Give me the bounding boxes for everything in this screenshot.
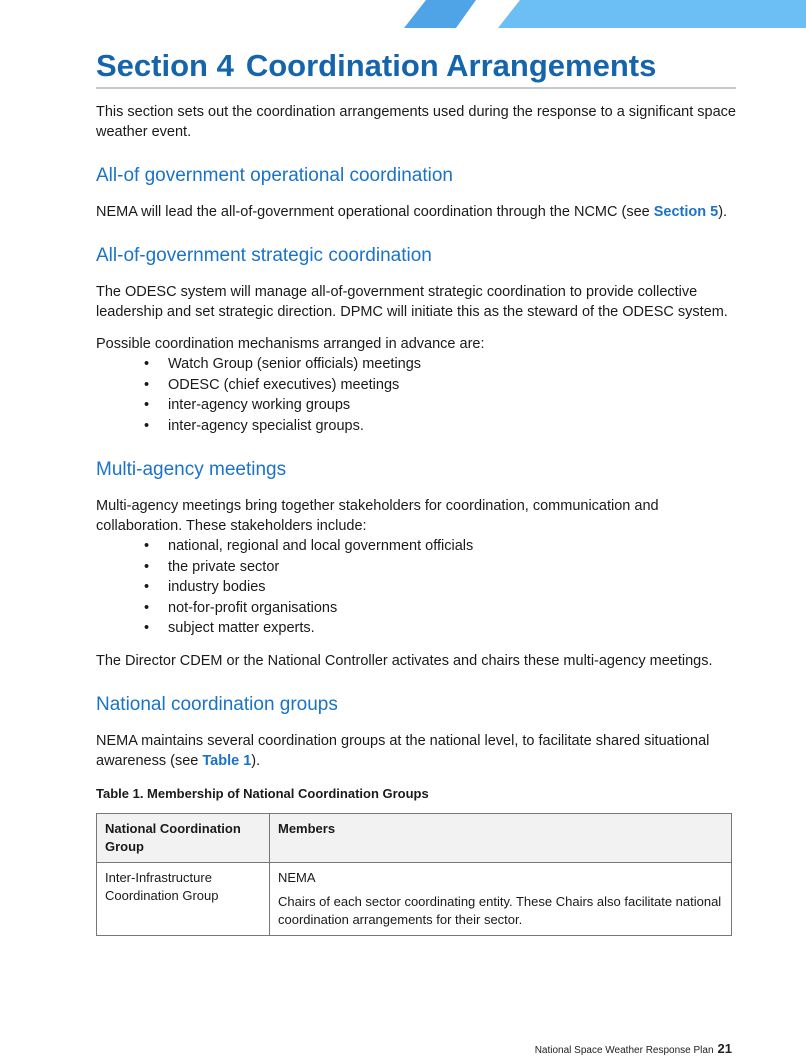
heading-multi-agency-meetings: Multi-agency meetings xyxy=(96,459,287,480)
members-cell xyxy=(270,862,732,935)
operational-text: NEMA will lead the all-of-government operational coordination through the NCMC (see xyxy=(96,204,654,220)
table-1-link[interactable]: Table 1 xyxy=(202,752,252,769)
strategic-paragraph: The ODESC system will manage all-of-government strategic coordination to provide collective leadership and set strategic direction. DPMC will initiate this as the steward of the ODESC system. xyxy=(96,284,728,320)
heading-national-coordination-groups: National coordination groups xyxy=(96,693,338,715)
national-groups-text-end: ). xyxy=(251,752,261,769)
column-header-members: Members xyxy=(270,813,732,862)
list-item: • industry bodies xyxy=(96,577,736,598)
operational-text-end: ). xyxy=(718,204,728,220)
operational-paragraph xyxy=(96,202,736,222)
member-line: Chairs of each sector coordinating entity. These Chairs also facilitate national coordination arrangements for their sector. xyxy=(278,893,722,927)
table-row xyxy=(97,862,732,935)
heading-operational-coordination: All-of government operational coordination xyxy=(96,165,453,186)
stakeholders-list xyxy=(96,536,736,639)
page-title xyxy=(96,48,736,89)
membership-table xyxy=(96,813,732,936)
section-number: Section 4 xyxy=(96,48,234,83)
list-item: • ODESC (chief executives) meetings xyxy=(96,375,736,396)
national-groups-paragraph xyxy=(96,731,736,771)
header-stripe-right xyxy=(498,0,806,28)
national-groups-text: NEMA maintains several coordination groups at the national level, to facilitate shared situational awareness (see xyxy=(96,732,710,769)
mechanisms-intro: Possible coordination mechanisms arranged in advance are: xyxy=(96,336,485,352)
page-number: 21 xyxy=(717,1041,732,1056)
list-item: • subject matter experts. xyxy=(96,618,736,639)
footer-doc-title: National Space Weather Response Plan xyxy=(534,1045,714,1056)
list-item: • inter-agency working groups xyxy=(96,395,736,416)
table-header-row xyxy=(97,813,732,862)
page-content xyxy=(96,48,736,936)
heading-strategic-coordination: All-of-government strategic coordination xyxy=(96,245,432,266)
list-item: • Watch Group (senior officials) meetings xyxy=(96,354,736,375)
section-title: Coordination Arrangements xyxy=(245,48,657,83)
list-item: • national, regional and local government officials xyxy=(96,536,736,557)
column-header-group: National Coordination Group xyxy=(97,813,270,862)
group-cell: Inter-Infrastructure Coordination Group xyxy=(97,862,270,935)
header-decoration xyxy=(0,0,806,28)
header-stripe-left xyxy=(404,0,476,28)
section-5-link[interactable]: Section 5 xyxy=(653,204,719,220)
table-caption: Table 1. Membership of National Coordination Groups xyxy=(96,785,429,801)
list-item: • the private sector xyxy=(96,557,736,578)
chairs-paragraph: The Director CDEM or the National Controller activates and chairs these multi-agency meetings. xyxy=(96,652,713,669)
list-item: • not-for-profit organisations xyxy=(96,598,736,619)
mechanisms-list xyxy=(96,354,736,436)
intro-paragraph: This section sets out the coordination arrangements used during the response to a significant space weather event. xyxy=(96,104,736,140)
list-item: • inter-agency specialist groups. xyxy=(96,416,736,437)
multi-agency-paragraph: Multi-agency meetings bring together stakeholders for coordination, communication and collaboration. These stakeholders include: xyxy=(96,498,659,534)
member-line: NEMA xyxy=(278,869,316,885)
page-footer xyxy=(535,1041,732,1056)
